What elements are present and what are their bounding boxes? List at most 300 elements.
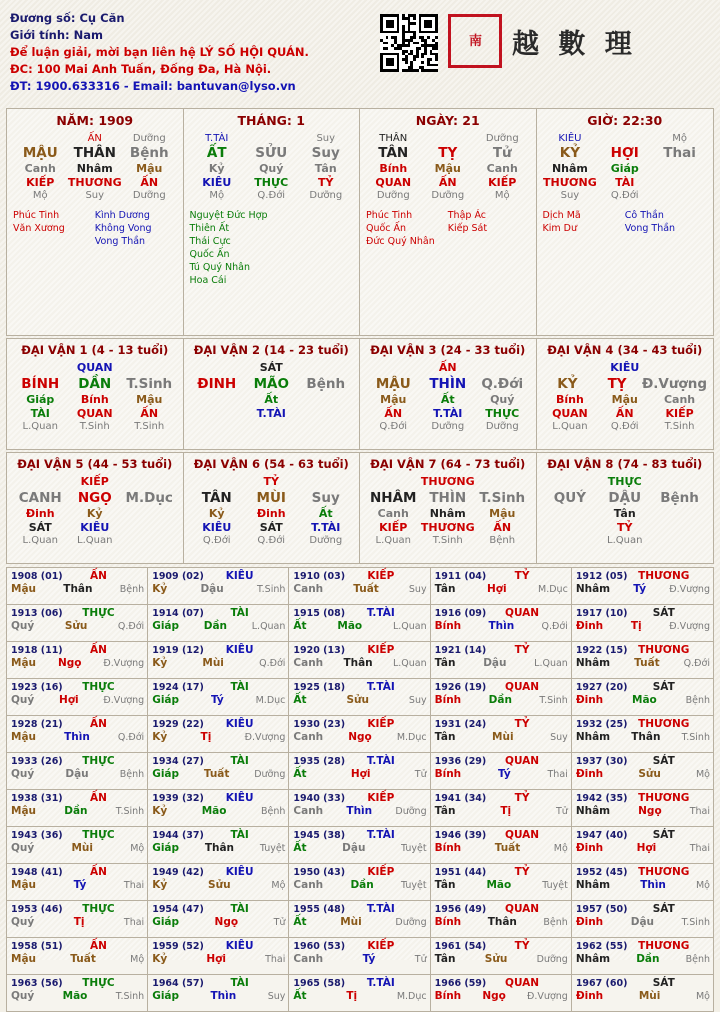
pillar-row [190, 176, 354, 189]
year-label: 1909 (02) [152, 571, 204, 582]
cell-text: KIẾP [26, 176, 55, 189]
year-stage: Mộ [553, 843, 568, 854]
year-ten-god: KIÊU [225, 644, 254, 656]
year-stage: Suy [267, 991, 286, 1002]
year-cell[interactable] [572, 901, 713, 937]
year-head [293, 755, 426, 767]
year-branch: Thìn [64, 731, 90, 743]
year-cell[interactable] [7, 790, 148, 826]
year-branch: Ngọ [482, 990, 506, 1002]
cell-text: THÂN [379, 133, 408, 144]
year-label: 1911 (04) [434, 571, 487, 582]
year-cell[interactable] [7, 642, 148, 678]
year-branch: Thân [487, 916, 517, 928]
year-head [11, 792, 144, 804]
pillar-row [366, 162, 530, 175]
year-branch: Hợi [350, 768, 371, 780]
year-ten-god: SÁT [652, 681, 675, 693]
year-label: 1965 (58) [293, 978, 346, 989]
cell-text: T.TÀI [311, 521, 341, 534]
year-stage: Dưỡng [395, 806, 427, 817]
year-head [435, 903, 568, 915]
note-row [190, 248, 354, 261]
year-ten-god: THƯƠNG [638, 644, 690, 656]
year-label: 1943 (36) [11, 830, 63, 841]
year-head [11, 570, 144, 582]
year-body [435, 842, 568, 854]
pillar-row [366, 145, 530, 161]
year-branch: Hợi [59, 694, 79, 706]
cell-text: Quý [259, 162, 284, 175]
year-body [11, 731, 144, 743]
year-stage: T.Sinh [115, 991, 145, 1002]
brand-logo [448, 14, 637, 68]
year-stage: Dưỡng [536, 954, 568, 965]
year-head [152, 866, 285, 878]
year-cell[interactable] [289, 790, 430, 826]
year-stem: Nhâm [575, 731, 611, 743]
year-row [7, 605, 713, 642]
note-text: Thiên Ất [189, 223, 230, 234]
dai-van-line [543, 521, 707, 534]
year-head [11, 681, 144, 693]
year-body [293, 620, 426, 632]
year-body [293, 805, 426, 817]
year-cell[interactable] [431, 679, 572, 715]
note-text: Quốc Ấn [189, 249, 230, 260]
year-cell[interactable] [289, 975, 430, 1011]
year-cell[interactable] [7, 568, 148, 604]
year-cell[interactable] [572, 790, 713, 826]
year-branch: Hợi [206, 953, 226, 965]
year-head [293, 607, 426, 619]
pillar-row [13, 176, 177, 189]
year-body [152, 842, 285, 854]
note-text: Phúc Tinh [366, 210, 413, 221]
dai-van-title: ĐẠI VẬN 6 (54 - 63 tuổi) [193, 457, 349, 471]
year-label: 1913 (06) [11, 608, 63, 619]
pillar-row [543, 145, 707, 161]
cell-text: Thai [663, 145, 696, 161]
dai-van-line [190, 407, 354, 420]
year-cell[interactable] [431, 938, 572, 974]
year-label: 1912 (05) [575, 571, 628, 582]
year-head [576, 644, 710, 656]
year-body [152, 768, 285, 780]
cell-text: TÂN [378, 145, 409, 161]
year-ten-god: THƯƠNG [638, 940, 690, 952]
cell-text: TỶ [263, 475, 279, 488]
year-cell[interactable] [148, 679, 289, 715]
year-stem: Kỷ [152, 731, 168, 743]
year-ten-god: T.TÀI [366, 829, 395, 841]
year-body [435, 805, 568, 817]
year-label: 1951 (44) [434, 867, 487, 878]
year-cell[interactable] [289, 568, 430, 604]
year-stage: Q.Đới [117, 621, 145, 632]
year-label: 1954 (47) [152, 904, 204, 915]
year-cell[interactable] [289, 605, 430, 641]
cell-text: L.Quan [375, 535, 411, 546]
cell-text: QUAN [76, 407, 113, 420]
year-head [11, 644, 144, 656]
year-row [7, 864, 713, 901]
cell-text: T.Sinh [134, 421, 165, 432]
year-stem: Tân [434, 879, 456, 891]
year-cell[interactable] [7, 716, 148, 752]
year-cell[interactable] [289, 642, 430, 678]
year-cell[interactable] [431, 568, 572, 604]
year-cell[interactable] [431, 642, 572, 678]
year-stage: Q.Đới [117, 732, 145, 743]
note-text: Không Vong [94, 223, 152, 234]
year-cell[interactable] [572, 568, 713, 604]
cell-text: Mộ [494, 190, 510, 201]
dai-van-line [13, 376, 177, 392]
year-body [11, 657, 144, 669]
year-cell[interactable] [431, 790, 572, 826]
cell-text: Suy [560, 190, 580, 201]
note-text: Vong Thần [624, 223, 676, 234]
year-body [576, 879, 710, 891]
year-body [11, 879, 144, 891]
year-label: 1956 (49) [434, 904, 487, 915]
year-stage: Thai [547, 769, 568, 780]
year-head [11, 866, 144, 878]
year-cell[interactable] [572, 864, 713, 900]
year-cell[interactable] [572, 642, 713, 678]
cell-text: KỶ [557, 376, 578, 392]
cell-text: Suy [316, 133, 336, 144]
cell-text: Giáp [610, 162, 639, 175]
year-cell[interactable] [431, 605, 572, 641]
year-stage: Mộ [695, 991, 710, 1002]
year-branch: Tý [633, 583, 647, 595]
cell-text: M.Dục [125, 490, 173, 506]
year-cell[interactable] [431, 716, 572, 752]
year-cell[interactable] [148, 901, 289, 937]
year-cell[interactable] [431, 864, 572, 900]
pillar-row [13, 145, 177, 161]
year-cell[interactable] [148, 864, 289, 900]
note-text: Quốc Ấn [366, 223, 407, 234]
year-cell[interactable] [7, 753, 148, 789]
year-branch: Thìn [488, 620, 515, 632]
cell-text: THƯƠNG [420, 475, 475, 488]
year-cell[interactable] [572, 716, 713, 752]
dai-van-title: ĐẠI VẬN 3 (24 - 33 tuổi) [370, 343, 526, 357]
four-pillars-table [6, 108, 714, 336]
year-ten-god: TỶ [514, 940, 530, 952]
year-stage: Tuyệt [542, 880, 568, 891]
subject-gender [10, 27, 366, 44]
cell-text: KIÊU [558, 133, 582, 144]
cell-text: Mậu [136, 393, 163, 406]
cell-text: T.TÀI [256, 407, 286, 420]
pillar-title: GIỜ: 22:30 [587, 113, 663, 128]
year-branch: Sửu [346, 694, 369, 706]
year-cell[interactable] [289, 753, 430, 789]
dai-van-line [366, 393, 530, 406]
year-head [11, 977, 144, 989]
year-stem: Tân [434, 583, 456, 595]
note-text: Thập Ác [447, 210, 487, 221]
cell-text: MÃO [253, 376, 289, 392]
year-cell[interactable] [148, 938, 289, 974]
cell-text: ẤN [438, 176, 457, 189]
year-cell[interactable] [431, 753, 572, 789]
cell-text: KIÊU [202, 176, 232, 189]
year-label: 1960 (53) [293, 941, 346, 952]
cell-text: Kỷ [86, 507, 103, 520]
year-cell[interactable] [7, 679, 148, 715]
year-cell[interactable] [7, 901, 148, 937]
year-head [152, 829, 285, 841]
year-cell[interactable] [148, 568, 289, 604]
year-label: 1929 (22) [152, 719, 204, 730]
year-cell[interactable] [289, 901, 430, 937]
year-body [576, 620, 710, 632]
year-stem: Kỷ [152, 657, 168, 669]
year-cell[interactable] [7, 605, 148, 641]
year-body [435, 768, 568, 780]
year-body [576, 953, 710, 965]
year-cell[interactable] [7, 975, 148, 1011]
year-cell[interactable] [7, 938, 148, 974]
dai-van-line [13, 360, 177, 375]
cell-text: L.Quan [22, 421, 58, 432]
note-text: Dịch Mã [542, 210, 581, 221]
year-ten-god: TỶ [514, 644, 530, 656]
year-body [293, 694, 426, 706]
year-stem: Quý [11, 694, 35, 706]
dai-van-cell [7, 339, 184, 449]
year-body [435, 694, 568, 706]
year-head [11, 940, 144, 952]
note-text: Hoa Cái [189, 275, 227, 286]
cell-text: THỰC [254, 176, 289, 189]
year-body [435, 657, 568, 669]
year-branch: Tuất [494, 842, 521, 854]
year-stem: Mậu [11, 953, 37, 965]
year-cell[interactable] [289, 679, 430, 715]
year-branch: Tị [346, 990, 358, 1002]
cell-text: Bính [379, 162, 408, 175]
year-body [152, 694, 285, 706]
year-cell[interactable] [431, 827, 572, 863]
cell-text: ẤN [384, 407, 403, 420]
pillar-row [543, 162, 707, 175]
dai-van-line [543, 393, 707, 406]
year-body [152, 916, 285, 928]
note-text [271, 248, 353, 261]
dai-van-line [190, 521, 354, 534]
year-cell[interactable] [289, 864, 430, 900]
year-cell[interactable] [572, 605, 713, 641]
year-stem: Mậu [11, 657, 37, 669]
year-stage: Mộ [130, 954, 145, 965]
year-cell[interactable] [148, 827, 289, 863]
year-label: 1944 (37) [152, 830, 204, 841]
cell-text: Q.Đới [610, 190, 639, 201]
cell-text: QUAN [76, 361, 113, 374]
pillar-row [13, 162, 177, 175]
year-cell[interactable] [148, 790, 289, 826]
year-head [576, 792, 710, 804]
year-body [576, 583, 710, 595]
year-branch: Tuất [203, 768, 230, 780]
year-branch: Dậu [630, 916, 655, 928]
year-cell[interactable] [148, 716, 289, 752]
year-ten-god: TỶ [514, 570, 530, 582]
note-text [13, 235, 95, 248]
year-ten-god: TÀI [230, 755, 249, 767]
year-body [293, 990, 426, 1002]
year-stem: Ất [293, 990, 307, 1002]
year-branch: Tý [210, 694, 224, 706]
year-stage: Tử [555, 806, 568, 817]
pillar-column [184, 109, 361, 335]
cell-text: TỶ [617, 521, 633, 534]
year-ten-god: THƯƠNG [638, 792, 690, 804]
year-cell[interactable] [148, 605, 289, 641]
year-stem: Mậu [11, 805, 37, 817]
year-body [435, 916, 568, 928]
cell-text: Q.Đới [379, 421, 408, 432]
year-label: 1931 (24) [434, 719, 487, 730]
dai-van-line [13, 507, 177, 520]
year-branch: Mùi [71, 842, 93, 854]
cell-text: T.TÀI [433, 407, 463, 420]
year-head [576, 866, 710, 878]
cell-text: Tử [492, 145, 512, 161]
year-branch: Dần [636, 953, 660, 965]
year-branch: Sửu [208, 879, 231, 891]
year-stem: Đinh [575, 990, 604, 1002]
year-head [152, 755, 285, 767]
year-stage: Q.Đới [683, 658, 710, 669]
year-label: 1908 (01) [11, 571, 63, 582]
year-label: 1937 (30) [575, 756, 628, 767]
year-stem: Đinh [575, 694, 604, 706]
year-row [7, 679, 713, 716]
note-row [366, 222, 530, 235]
year-label: 1920 (13) [293, 645, 346, 656]
year-label: 1942 (35) [575, 793, 628, 804]
year-stage: T.Sinh [539, 695, 568, 706]
pillar-row [366, 133, 530, 144]
year-stem: Giáp [152, 842, 180, 854]
cell-text: T.Sinh [479, 490, 526, 506]
year-cell[interactable] [572, 679, 713, 715]
cell-text: ẤN [140, 407, 159, 420]
year-ten-god: T.TÀI [366, 903, 395, 915]
year-head [576, 940, 710, 952]
year-stem: Giáp [152, 990, 180, 1002]
cell-text: Canh [24, 162, 56, 175]
cell-text: KIÊU [610, 361, 640, 374]
year-cell[interactable] [289, 716, 430, 752]
year-head [152, 940, 285, 952]
cell-text: Q.Đới [610, 421, 639, 432]
cell-text: Dưỡng [485, 421, 519, 432]
dai-van-line [366, 490, 530, 506]
year-cell[interactable] [289, 827, 430, 863]
dai-van-cell [7, 453, 184, 563]
year-cell[interactable] [431, 901, 572, 937]
cell-text: TỴ [438, 145, 458, 161]
year-cell[interactable] [7, 864, 148, 900]
year-head [293, 570, 426, 582]
year-ten-god: SÁT [652, 755, 675, 767]
year-stage: L.Quan [392, 621, 427, 632]
note-text: Tú Quý Nhân [189, 262, 251, 273]
logo-text: 越 數 理 [512, 28, 637, 60]
year-cell[interactable] [148, 642, 289, 678]
year-stem: Giáp [152, 620, 180, 632]
year-ten-god: TÀI [230, 903, 249, 915]
year-head [11, 903, 144, 915]
year-body [576, 694, 710, 706]
dai-van-cell [360, 453, 537, 563]
year-cell[interactable] [572, 753, 713, 789]
cell-text: QUAN [375, 176, 412, 189]
pillar-row [190, 190, 354, 201]
year-stage: Đ.Vượng [103, 695, 145, 706]
year-branch: Tuất [70, 953, 96, 965]
year-label: 1919 (12) [152, 645, 204, 656]
cell-text: THƯƠNG [67, 176, 122, 189]
year-ten-god: ẤN [89, 940, 107, 952]
year-cell[interactable] [572, 827, 713, 863]
year-cell[interactable] [148, 753, 289, 789]
year-cell[interactable] [289, 938, 430, 974]
year-stage: T.Sinh [681, 917, 710, 928]
year-body [11, 620, 144, 632]
cell-text: Dưỡng [309, 535, 343, 546]
year-label: 1961 (54) [434, 941, 487, 952]
pillar-row [190, 145, 354, 161]
dai-van-line [366, 407, 530, 420]
year-branch: Dậu [65, 768, 89, 780]
year-cell[interactable] [572, 975, 713, 1011]
cell-text: THỰC [485, 407, 520, 420]
year-cell[interactable] [148, 975, 289, 1011]
year-head [11, 755, 144, 767]
pillar-title: NGÀY: 21 [415, 113, 480, 128]
year-cell[interactable] [7, 827, 148, 863]
year-branch: Ngọ [348, 731, 372, 743]
year-ten-god: QUAN [505, 903, 540, 915]
year-row [7, 938, 713, 975]
year-stem: Bính [434, 990, 462, 1002]
year-cell[interactable] [572, 938, 713, 974]
year-branch: Ngọ [57, 657, 82, 669]
year-label: 1930 (23) [293, 719, 346, 730]
year-label: 1964 (57) [152, 978, 204, 989]
year-branch: Mão [632, 694, 657, 706]
year-cell[interactable] [431, 975, 572, 1011]
year-head [435, 792, 568, 804]
cell-text: MẬU [22, 145, 58, 161]
cell-text: Suy [311, 490, 340, 506]
cell-text: TÂN [201, 490, 232, 506]
year-ten-god: THƯƠNG [638, 718, 690, 730]
year-branch: Dần [488, 694, 512, 706]
year-branch: Mùi [492, 731, 514, 743]
year-branch: Dần [350, 879, 374, 891]
year-branch: Thân [343, 657, 373, 669]
